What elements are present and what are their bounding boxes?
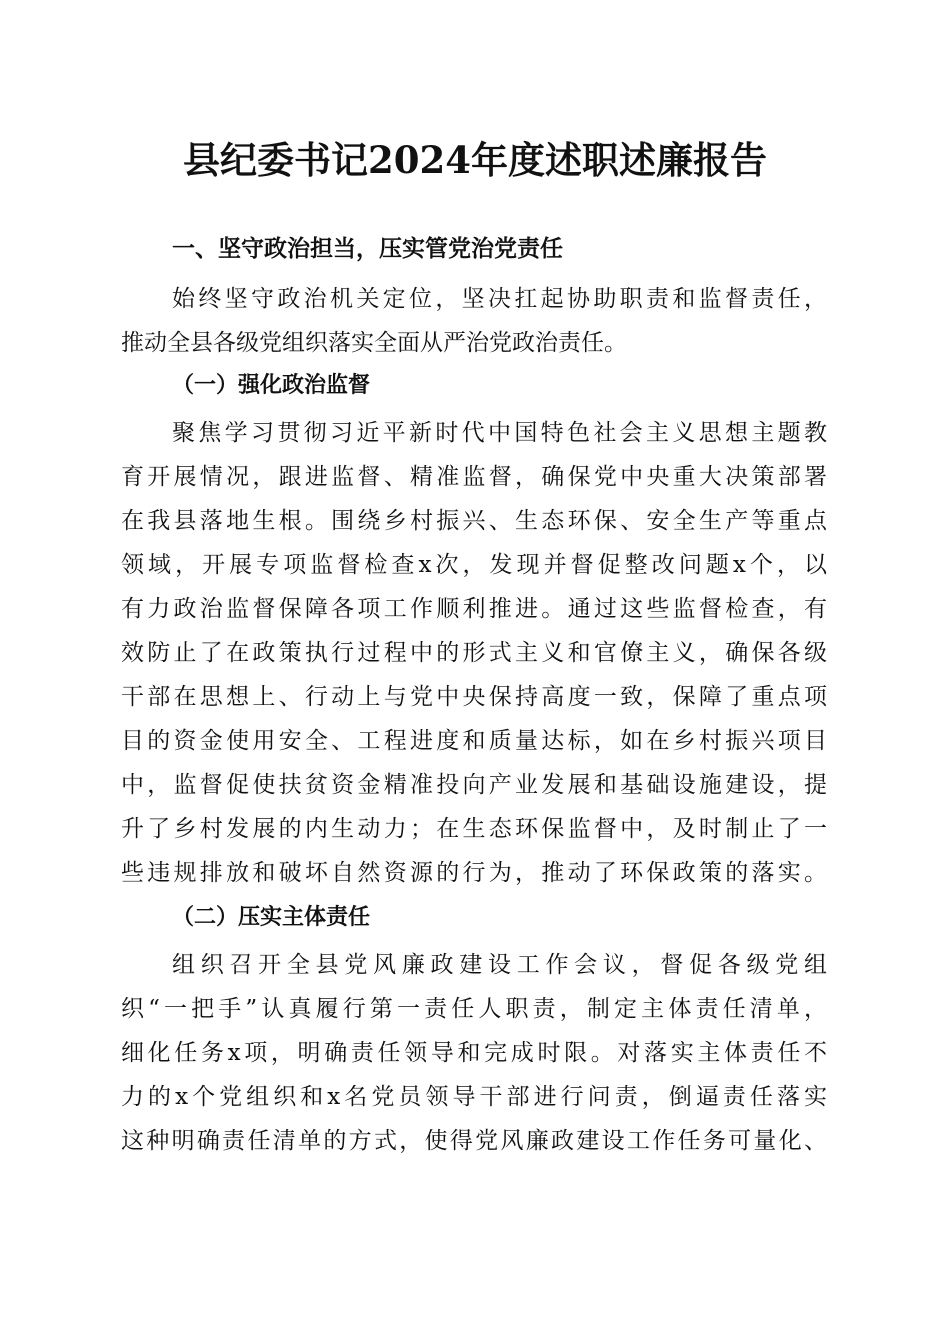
sub1-line-7: 干部在思想上、行动上与党中央保持高度一致，保障了重点项 <box>121 684 827 710</box>
sub1-line-3: 在我县落地生根。围绕乡村振兴、生态环保、安全生产等重点 <box>121 508 827 534</box>
sub2-line-2: 织“一把手”认真履行第一责任人职责，制定主体责任清单， <box>121 996 827 1022</box>
sub1-line-11: 些违规排放和破坏自然资源的行为，推动了环保政策的落实。 <box>121 860 827 886</box>
sub1-line-6: 效防止了在政策执行过程中的形式主义和官僚主义，确保各级 <box>121 640 827 666</box>
document-title: 县纪委书记2024年度述职述廉报告 <box>183 138 767 182</box>
sub2-line-4: 力的x个党组织和x名党员领导干部进行问责，倒逼责任落实 <box>121 1084 827 1110</box>
sub2-line-3: 细化任务x项，明确责任领导和完成时限。对落实主体责任不 <box>121 1040 827 1066</box>
sub2-line-1: 组织召开全县党风廉政建设工作会议，督促各级党组 <box>172 952 827 978</box>
sub-heading-1: （一）强化政治监督 <box>172 372 371 398</box>
intro-line-1: 始终坚守政治机关定位，坚决扛起协助职责和监督责任， <box>172 286 827 312</box>
sub2-line-5: 这种明确责任清单的方式，使得党风廉政建设工作任务可量化、 <box>121 1128 827 1154</box>
sub1-line-1: 聚焦学习贯彻习近平新时代中国特色社会主义思想主题教 <box>172 420 827 446</box>
intro-line-2: 推动全县各级党组织落实全面从严治党政治责任。 <box>121 330 627 356</box>
sub-heading-2: （二）压实主体责任 <box>172 904 371 930</box>
sub1-line-5: 有力政治监督保障各项工作顺利推进。通过这些监督检查，有 <box>121 596 827 622</box>
sub1-line-9: 中，监督促使扶贫资金精准投向产业发展和基础设施建设，提 <box>121 772 827 798</box>
sub1-line-2: 育开展情况，跟进监督、精准监督，确保党中央重大决策部署 <box>121 464 827 490</box>
section-heading-1: 一、坚守政治担当，压实管党治党责任 <box>172 236 563 262</box>
sub1-line-8: 目的资金使用安全、工程进度和质量达标，如在乡村振兴项目 <box>121 728 827 754</box>
sub1-line-4: 领域，开展专项监督检查x次，发现并督促整改问题x个，以 <box>121 552 827 578</box>
sub1-line-10: 升了乡村发展的内生动力；在生态环保监督中，及时制止了一 <box>121 816 827 842</box>
